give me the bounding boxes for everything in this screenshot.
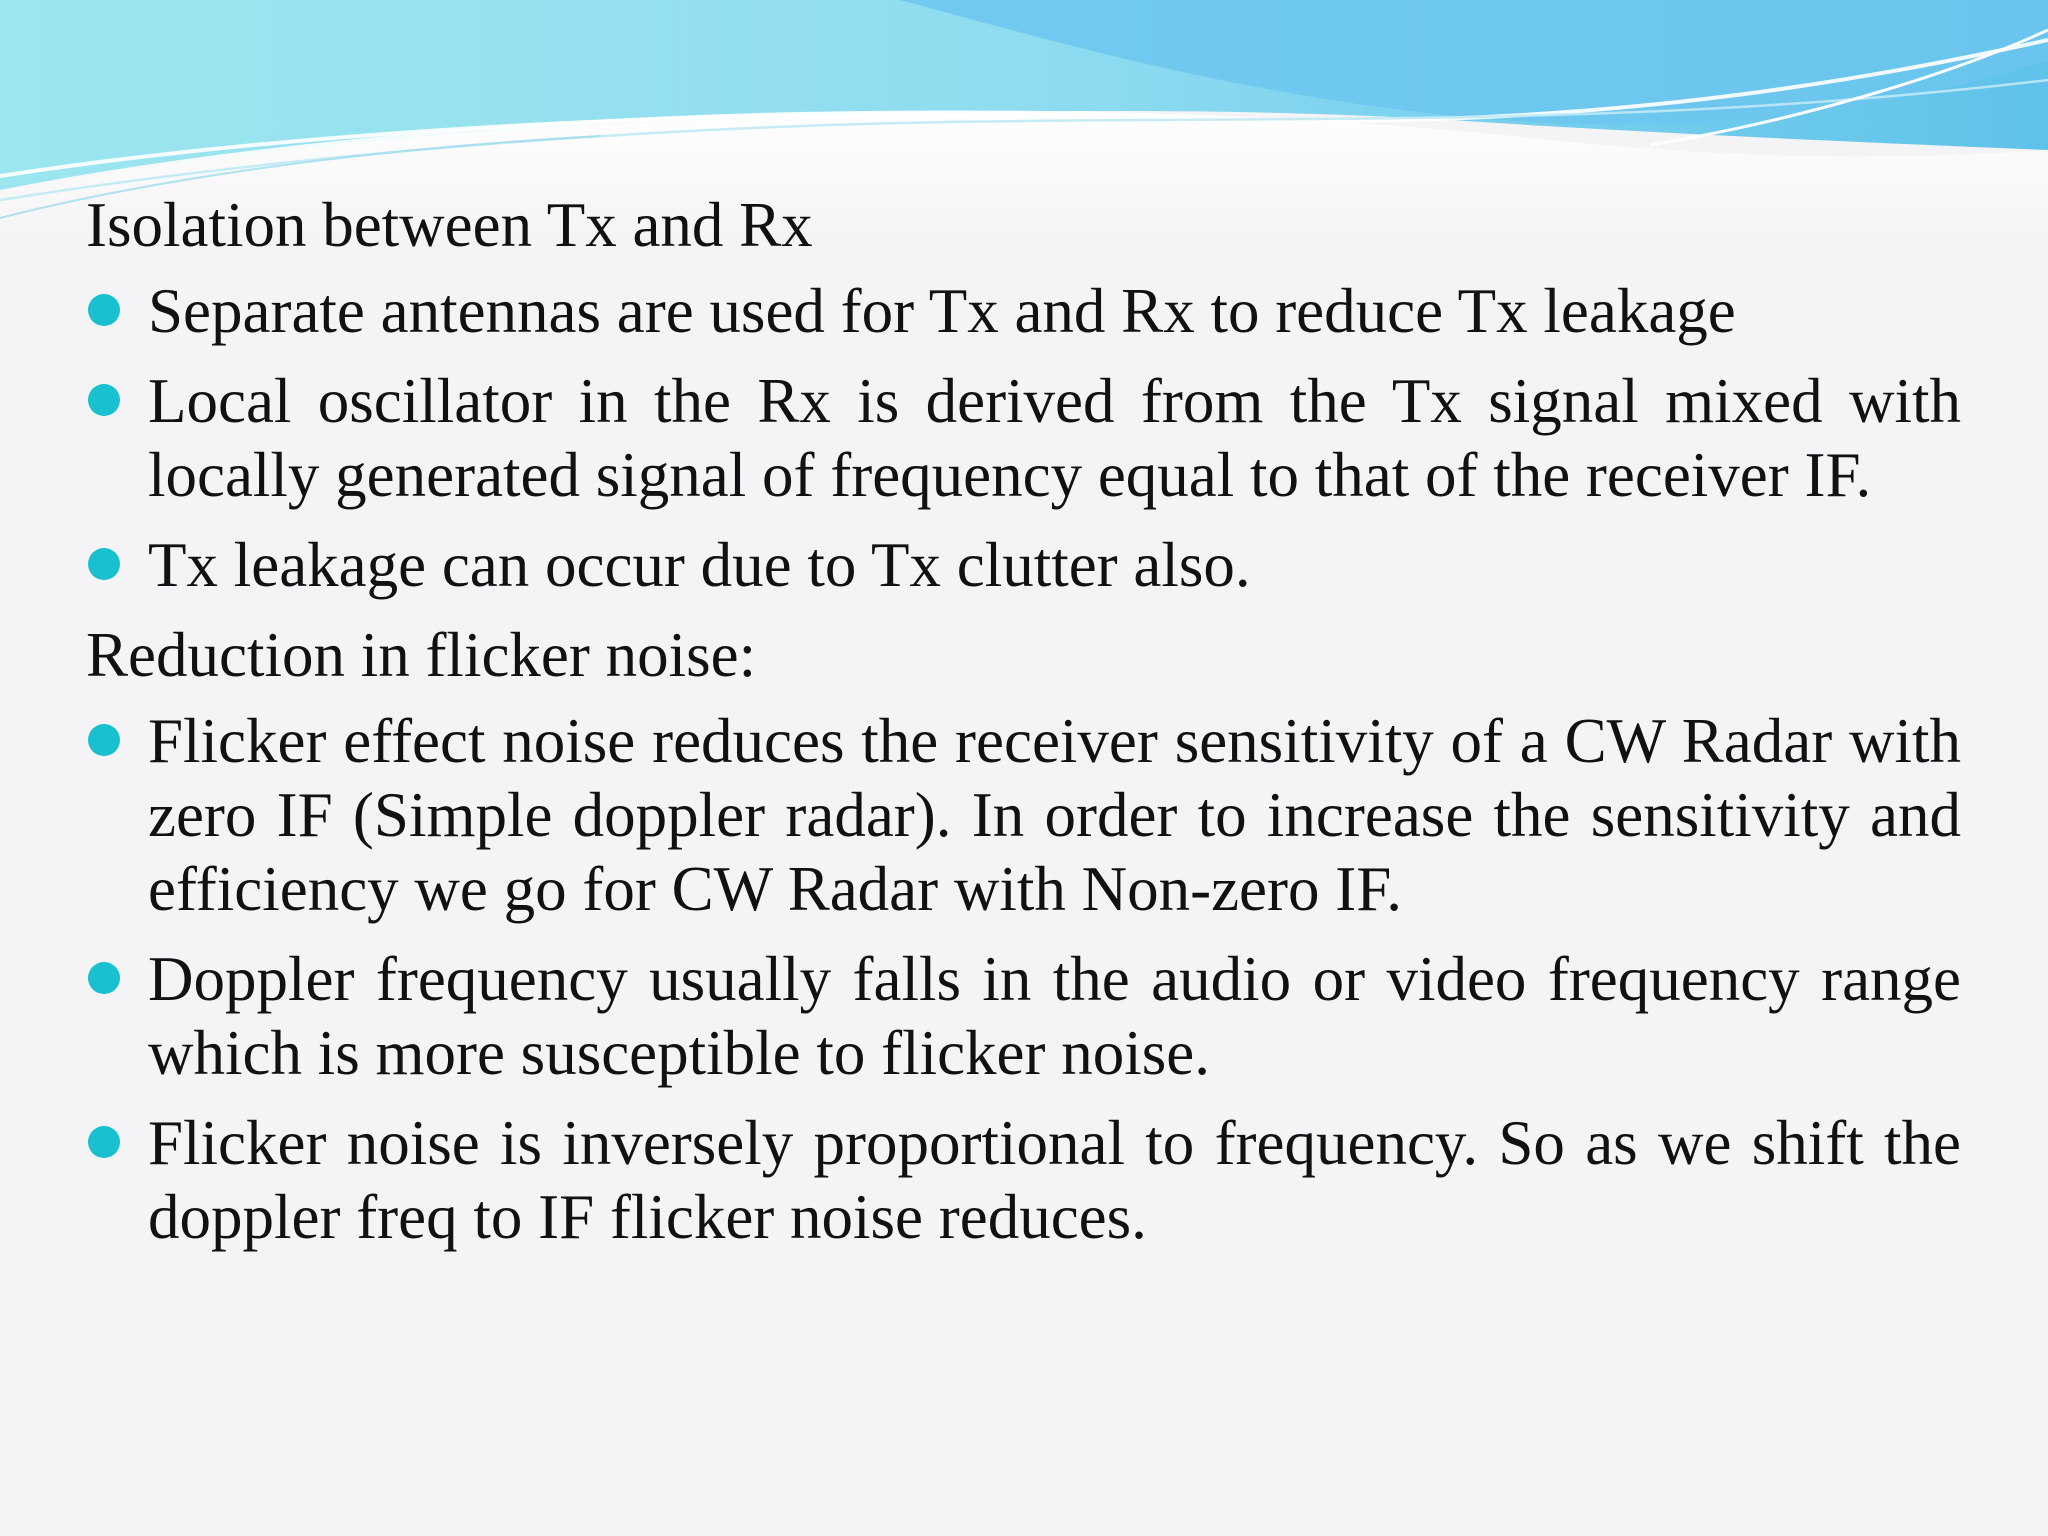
bullet-flicker-effect <box>86 704 1961 926</box>
bullet-text: Flicker noise is inversely proportional to frequency. So as we shift the doppler freq to IF flicker noise reduces. <box>148 1108 1961 1252</box>
bullet-dot-icon <box>88 384 120 416</box>
bullet-separate-antennas <box>86 274 1961 348</box>
bullet-text: Tx leakage can occur due to Tx clutter also. <box>148 530 1251 600</box>
bullet-tx-leakage-clutter <box>86 528 1961 602</box>
bullet-local-oscillator <box>86 364 1961 512</box>
bullet-text: Separate antennas are used for Tx and Rx to reduce Tx leakage <box>148 276 1736 346</box>
bullet-dot-icon <box>88 1126 120 1158</box>
bullet-doppler-frequency <box>86 942 1961 1090</box>
bullet-text: Flicker effect noise reduces the receiver sensitivity of a CW Radar with zero IF (Simple doppler radar). In order to increase the sensitivity and efficiency we go for CW Radar with Non-zero IF. <box>148 706 1961 924</box>
bullet-text: Doppler frequency usually falls in the audio or video frequency range which is more susceptible to flicker noise. <box>148 944 1961 1088</box>
bullet-dot-icon <box>88 548 120 580</box>
bullet-text: Local oscillator in the Rx is derived from the Tx signal mixed with locally generated signal of frequency equal to that of the receiver IF. <box>148 366 1961 510</box>
bullet-dot-icon <box>88 724 120 756</box>
slide-content <box>86 182 1961 1270</box>
bullet-inverse-proportional <box>86 1106 1961 1254</box>
section-heading-isolation: Isolation between Tx and Rx <box>86 190 813 260</box>
bullet-dot-icon <box>88 294 120 326</box>
section-heading-flicker-noise: Reduction in flicker noise: <box>86 620 757 690</box>
bullet-dot-icon <box>88 962 120 994</box>
